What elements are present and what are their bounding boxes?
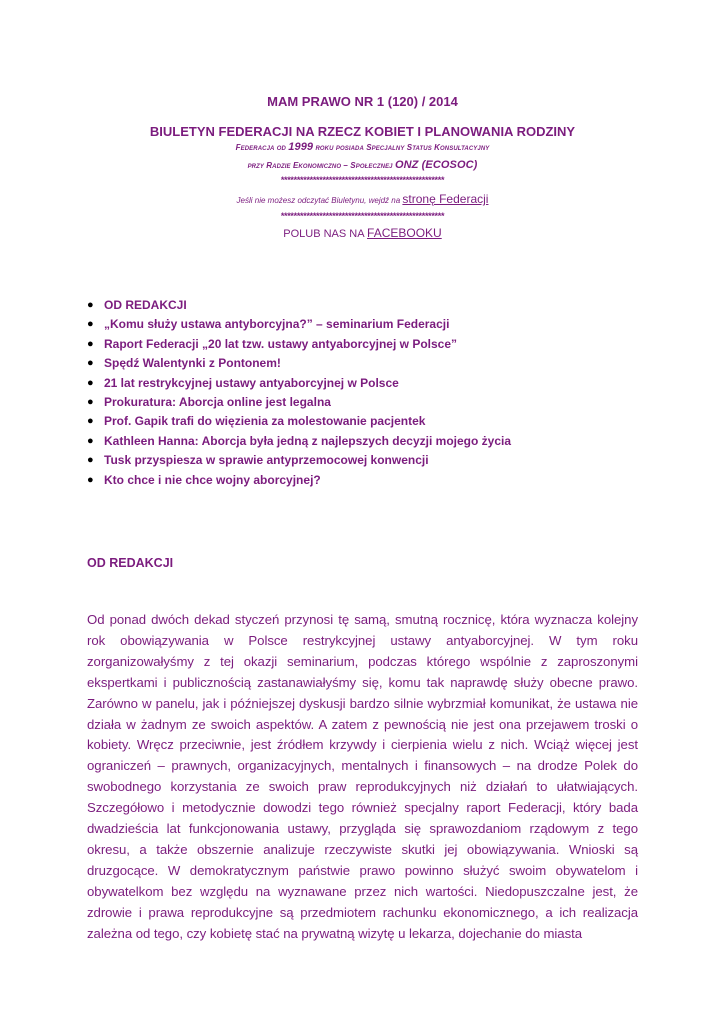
table-of-contents [87,296,667,490]
status-line [0,141,725,153]
stars-divider-bottom: *************************************************** [280,211,445,221]
bullet-icon: ● [87,318,94,331]
facebook-link[interactable]: FACEBOOKU [367,226,442,240]
bulletin-subtitle: BIULETYN FEDERACJI NA RZECZ KOBIET I PLANOWANIA RODZINY [149,124,576,139]
read-online-text: Jeśli nie możesz odczytać Biuletynu, wejdź na [236,196,403,205]
federation-site-link[interactable]: stronę Federacji [402,192,489,206]
toc-item-label: „Komu służy ustawa antyborcyjna?” – seminarium Federacji [104,317,450,332]
toc-item[interactable] [87,412,667,431]
toc-item-label: Kathleen Hanna: Aborcja była jedną z najlepszych decyzji mojego życia [104,433,512,448]
toc-item-label: Raport Federacji „20 lat tzw. ustawy antyaborcyjnej w Polsce” [104,336,458,351]
toc-item[interactable] [87,471,667,490]
facebook-text: POLUB NAS NA [283,228,368,240]
ecosoc-line-b: ONZ (ECOSOC) [394,159,478,171]
toc-item[interactable] [87,315,667,334]
bullet-icon: ● [87,376,94,389]
bullet-icon: ● [87,395,94,408]
bullet-icon: ● [87,357,94,370]
toc-item-label: 21 lat restrykcyjnej ustawy antyaborcyjnej w Polsce [104,375,399,390]
status-line-a: Federacja od [235,143,289,152]
ecosoc-line [0,159,725,171]
toc-item[interactable] [87,335,667,354]
section-heading: OD REDAKCJI [87,556,174,570]
status-year: 1999 [288,141,314,153]
section-body: Od ponad dwóch dekad styczeń przynosi tę samą, smutną rocznicę, która wyznacza kolejny rok obowiązywania w Polsce restrykcyjnej ustawy antyaborcyjnej. W tym roku zorganizowałyśmy z tej okazji seminarium, podczas którego wspólnie z zaproszonymi ekspertkami i publicznością zastanawiałyśmy się, komu tak naprawdę służy obecne prawo. Zarówno w panelu, jak i późniejszej dyskusji bardzo silnie wybrzmiał komunikat, że ustawa nie działa w żadnym ze swoich aspektów. A zatem z pewnością nie jest ona przejawem troski o kobiety. Wręcz przeciwnie, jest źródłem krzywdy i cierpienia wielu z nich. Wciąż więcej jest ograniczeń – prawnych, organizacyjnych, mentalnych i finansowych – na drodze Polek do swobodnego korzystania ze swoich praw reprodukcyjnych niż działań to ułatwiających. Szczegółowo i metodycznie dowodzi tego również specjalny raport Federacji, który bada dwadzieścia lat funkcjonowania ustawy, przygląda się sprawozdaniom rządowym z tego okresu, a także obszernie analizuje rzeczywiste skutki jej obowiązywania. Wnioski są druzgocące. W demokratycznym państwie prawo powinno służyć swoim obywatelom i obywatelkom bez względu na wyznawane przez nich wartości. Niedopuszczalne jest, że zdrowie i prawa reprodukcyjne są przedmiotem rachunku ekonomicznego, a ich realizacja zależna od tego, czy kobietę stać na prywatną wizytę u lekarza, dojechanie do miasta [87,612,638,941]
status-line-b: roku posiada Specjalny Status Konsultacyjny [313,143,490,152]
bullet-icon: ● [87,454,94,467]
bullet-icon: ● [87,434,94,447]
toc-item[interactable] [87,432,667,451]
toc-item[interactable] [87,296,667,315]
toc-item-label: Tusk przyspiesza w sprawie antyprzemocowej konwencji [104,453,429,468]
ecosoc-line-a: przy Radzie Ekonomiczno – Społecznej [247,161,395,170]
toc-item[interactable] [87,374,667,393]
bulletin-title: MAM PRAWO NR 1 (120) / 2014 [267,94,458,109]
toc-item[interactable] [87,393,667,412]
toc-item-label: Prokuratura: Aborcja online jest legalna [104,394,331,409]
bullet-icon: ● [87,415,94,428]
facebook-line [0,226,725,240]
bullet-icon: ● [87,299,94,311]
stars-divider-top: *************************************************** [280,175,445,185]
toc-item-label: Kto chce i nie chce wojny aborcyjnej? [104,472,321,487]
toc-item-label: OD REDAKCJI [104,298,187,312]
toc-item[interactable] [87,451,667,470]
toc-item-label: Spędź Walentynki z Pontonem! [104,356,281,371]
bullet-icon: ● [87,337,94,350]
read-online-line [0,192,725,206]
toc-item[interactable] [87,354,667,373]
toc-item-label: Prof. Gapik trafi do więzienia za molestowanie pacjentek [104,414,426,429]
bullet-icon: ● [87,473,94,486]
